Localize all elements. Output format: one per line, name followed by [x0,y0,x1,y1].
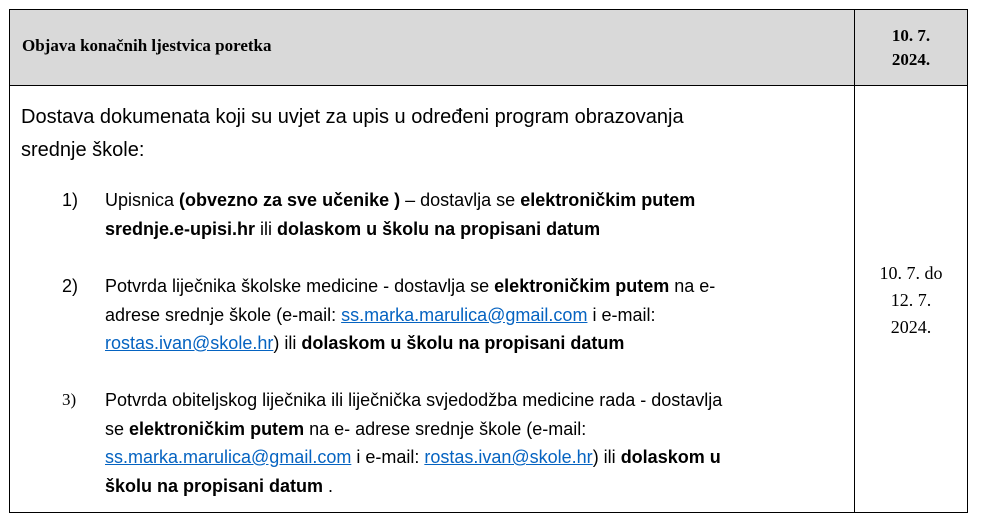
item-number: 1) [62,190,79,210]
deadline-date-line1: 10. 7. do [879,263,943,283]
text-span: . [323,475,334,496]
bold-span: srednje.e-upisi.hr [105,218,256,239]
item-line [105,215,842,244]
bold-span: elektroničkim putem [520,190,696,210]
text-span: Potvrda liječnika školske medicine - dostavlja se [105,276,495,296]
item-line [105,443,842,472]
bold-span: dolaskom u školu na propisani datum [277,218,601,239]
list-item-2 [62,272,842,358]
header-row [10,10,967,86]
text-span: ) ili [273,333,302,353]
item-number: 2) [62,276,79,296]
bold-span: (obvezno za sve učenike ) [179,190,401,210]
bold-span: elektroničkim putem [129,418,305,439]
list-item-1 [62,186,842,243]
text-span: – dostavlja se [400,190,521,210]
item-line [105,272,842,301]
text-span: i e-mail: [351,447,425,467]
email-link-rostas[interactable]: rostas.ivan@skole.hr [105,333,274,353]
email-link-marulica[interactable]: ss.marka.marulica@gmail.com [105,447,352,467]
text-span: ili [255,218,278,239]
header-date [855,24,967,72]
text-span: ) ili [592,447,621,467]
item-line [105,415,842,444]
text-span: na e- adrese srednje škole (e-mail: [304,418,587,439]
item-line [105,329,842,358]
bold-span: dolaskom u školu na propisani datum [301,333,625,353]
text-span: i e-mail: [587,304,656,325]
header-title: Objava konačnih ljestvica poretka [22,36,272,55]
item-line [105,301,842,330]
item-line [105,186,842,215]
intro-text [21,101,841,167]
intro-line1: Dostava dokumenata koji su uvjet za upis u određeni program obrazovanja [21,106,684,128]
email-link-rostas[interactable]: rostas.ivan@skole.hr [424,447,593,467]
intro-line2: srednje škole: [21,139,145,161]
header-date-line1: 10. 7. [891,26,931,45]
list-item-3 [62,386,842,500]
schedule-table [9,9,968,513]
bold-span: dolaskom u [620,447,721,467]
email-link-marulica[interactable]: ss.marka.marulica@gmail.com [341,304,588,325]
item-text [105,272,842,358]
item-text [105,386,842,500]
bold-span: elektroničkim putem [494,276,670,296]
header-date-line2: 2024. [891,50,931,69]
item-line [105,472,842,501]
deadline-date-line3: 2024. [890,317,932,337]
text-span: adrese srednje škole (e-mail: [105,304,342,325]
bold-span: školu na propisani datum [105,475,324,496]
item-line [105,386,842,415]
text-span: se [105,418,130,439]
deadline-date-line2: 12. 7. [890,290,932,310]
item-number: 3) [62,390,77,409]
text-span: Potvrda obiteljskog liječnika ili liječnička svjedodžba medicine rada - dostavlja [105,390,723,410]
deadline-date [855,260,967,341]
text-span: na e- [669,276,716,296]
text-span: Upisnica [105,190,180,210]
item-text [105,186,842,243]
